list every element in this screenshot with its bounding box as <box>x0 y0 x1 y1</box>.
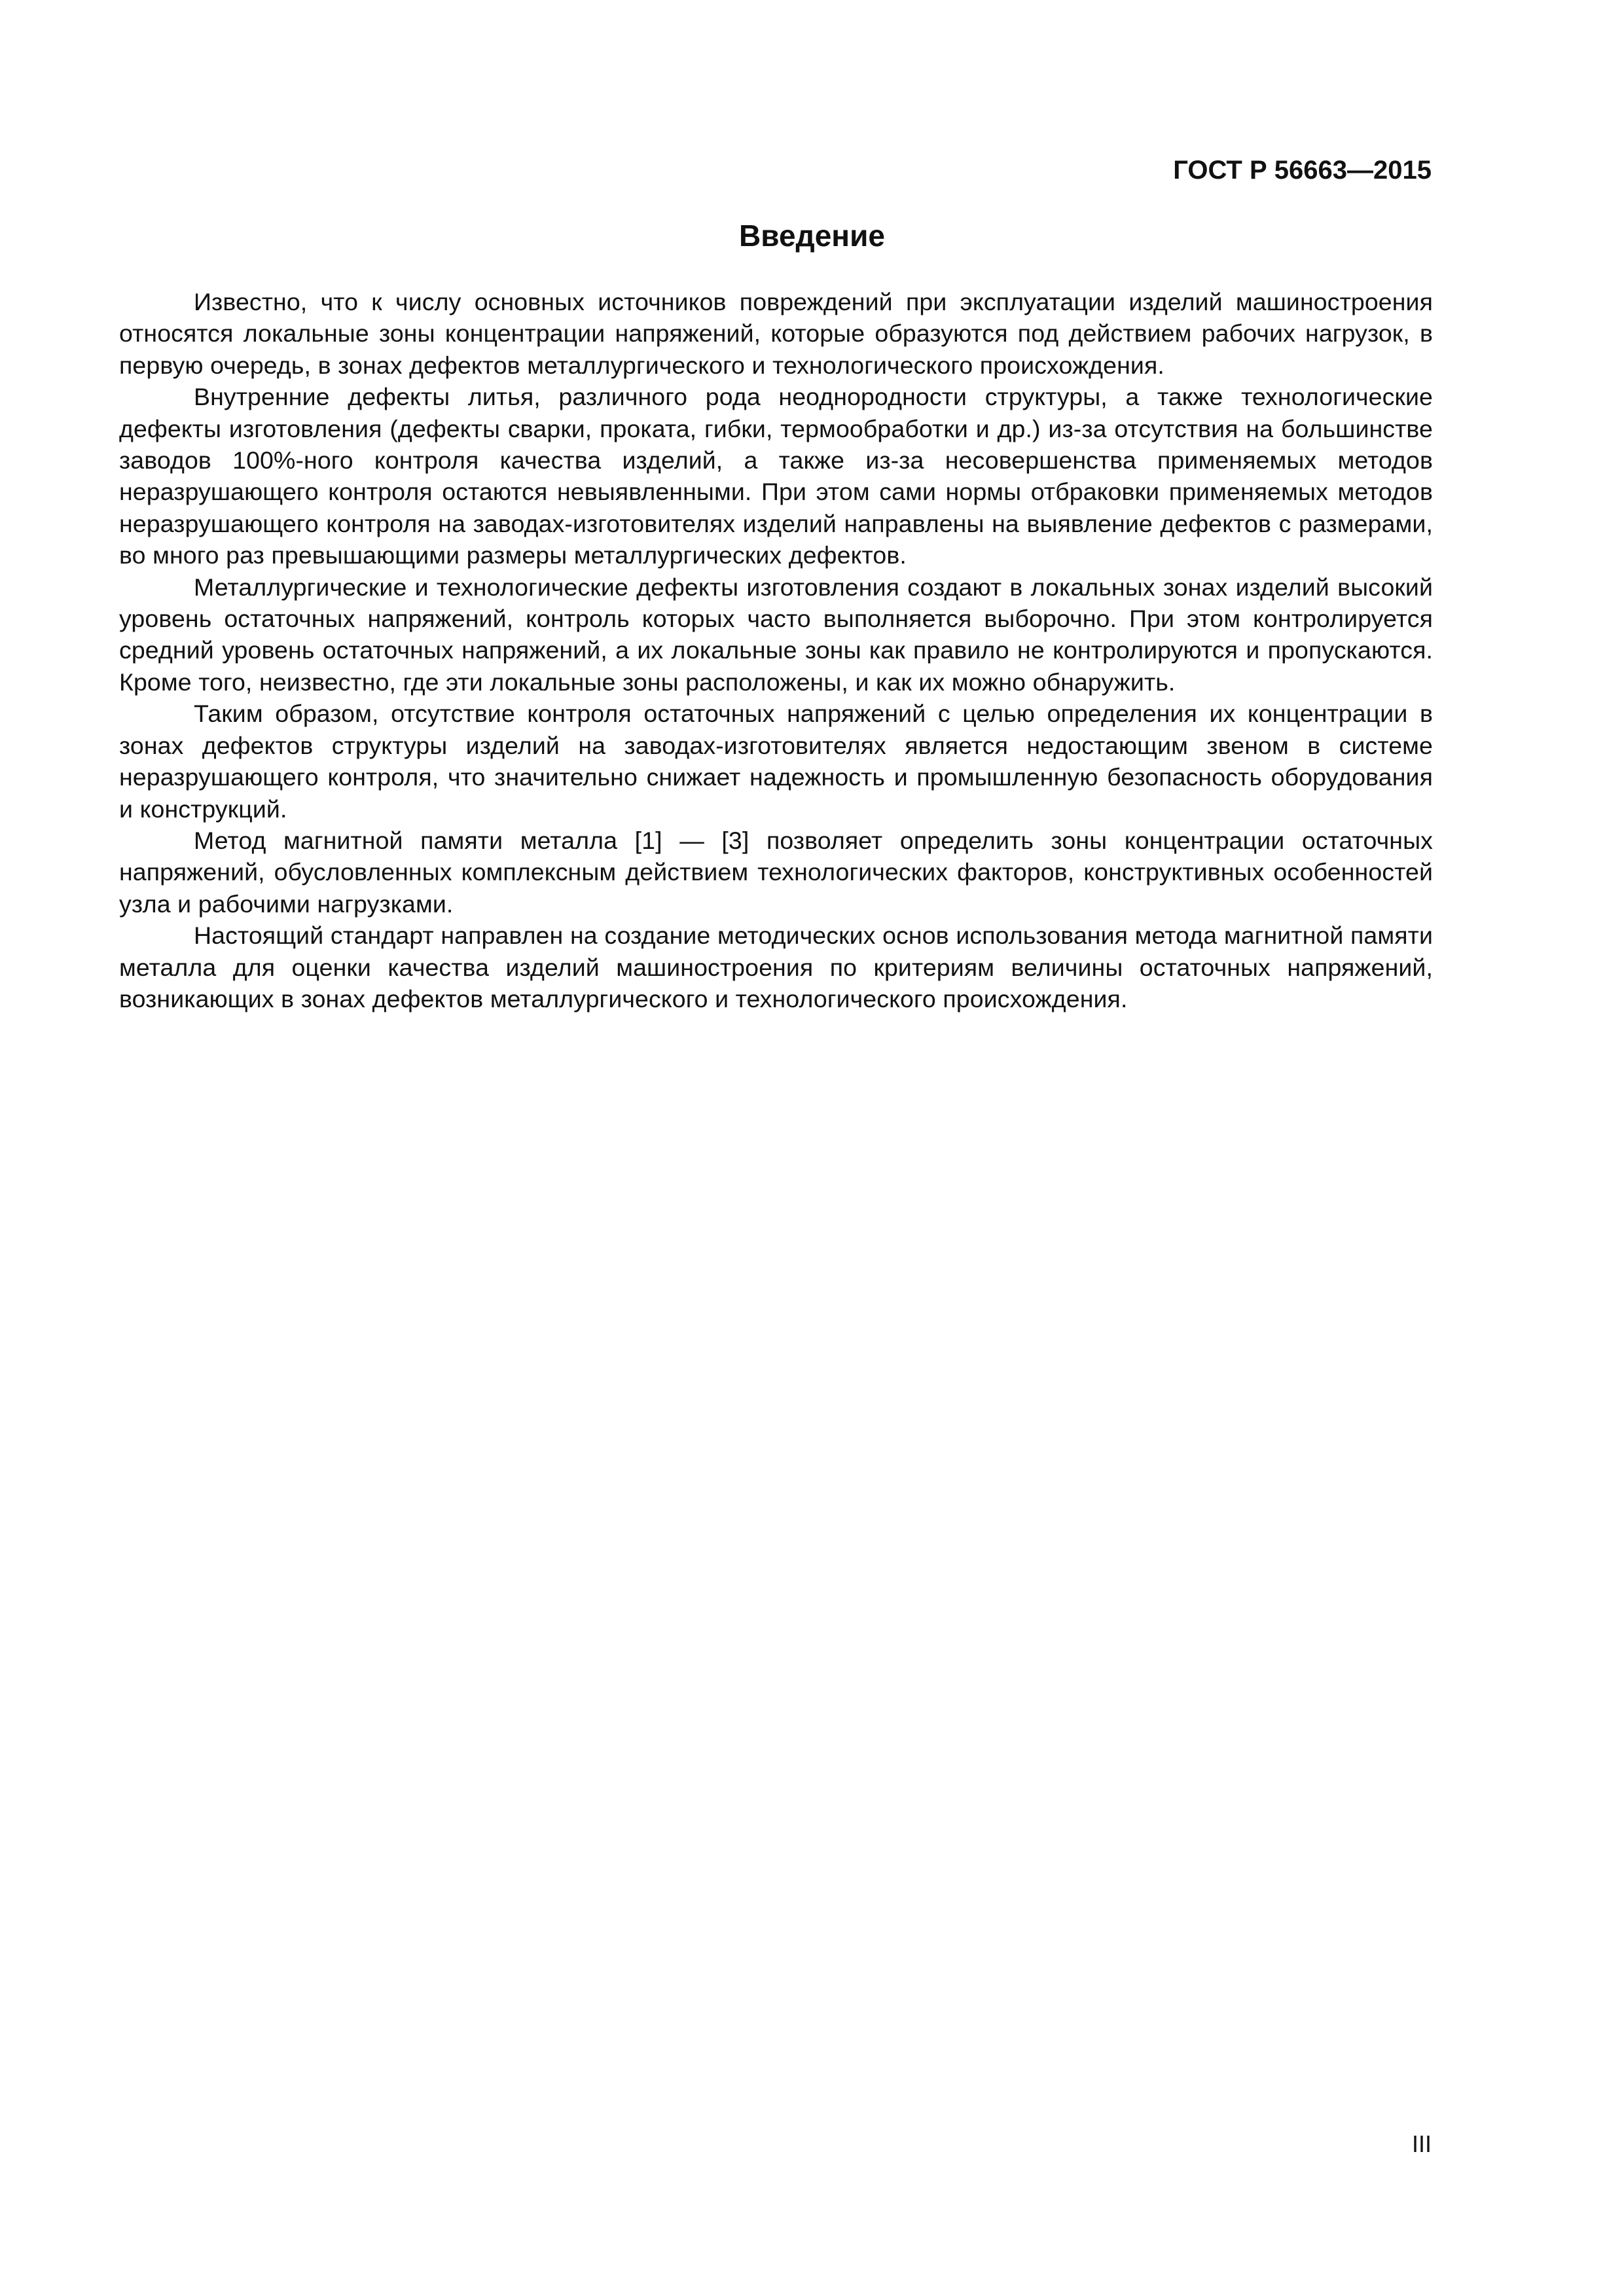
document-code: ГОСТ Р 56663—2015 <box>1173 156 1432 185</box>
paragraph: Таким образом, отсутствие контроля остаточных напряжений с целью определения их концентрации в зонах дефектов структуры изделий на заводах-изготовителях является недостающим звеном в системе неразрушающего контроля, что значительно снижает надежность и промышленную безопасность оборудования и конструкций. <box>119 700 1433 823</box>
paragraph: Металлургические и технологические дефекты изготовления создают в локальных зонах изделий высокий уровень остаточных напряжений, контроль которых часто выполняется выборочно. При этом контролируется средний уровень остаточных напряжений, а их локальные зоны как правило не контролируются и пропускаются. Кроме того, неизвестно, где эти локальные зоны расположены, и как их можно обнаружить. <box>119 573 1433 696</box>
paragraph: Внутренние дефекты литья, различного рода неоднородности структуры, а также технологические дефекты изготовления (дефекты сварки, проката, гибки, термообработки и др.) из-за отсутствия на большинстве заводов 100%-ного контроля качества изделий, а также из-за несовершенства применяемых методов неразрушающего контроля остаются невыявленными. При этом сами нормы отбраковки применяемых методов неразрушающего контроля на заводах-изготовителях изделий направлены на выявление дефектов с размерами, во много раз превышающими размеры металлургических дефектов. <box>119 383 1433 569</box>
paragraph: Метод магнитной памяти металла [1] — [3] позволяет определить зоны концентрации остаточных напряжений, обусловленных комплексным действием технологических факторов, конструктивных особенностей узла и рабочими нагрузками. <box>119 826 1433 918</box>
section-title: Введение <box>739 219 885 253</box>
paragraph: Настоящий стандарт направлен на создание методических основ использования метода магнитной памяти металла для оценки качества изделий машиностроения по критериям величины остаточных напряжений, возникающих в зонах дефектов металлургического и технологического происхождения. <box>119 922 1433 1013</box>
paragraph: Известно, что к числу основных источников повреждений при эксплуатации изделий машиностроения относятся локальные зоны концентрации напряжений, которые образуются под действием рабочих нагрузок, в первую очередь, в зонах дефектов металлургического и технологического происхождения. <box>119 288 1433 379</box>
introduction-body <box>119 286 1433 1014</box>
page-number: III <box>1411 2130 1432 2157</box>
